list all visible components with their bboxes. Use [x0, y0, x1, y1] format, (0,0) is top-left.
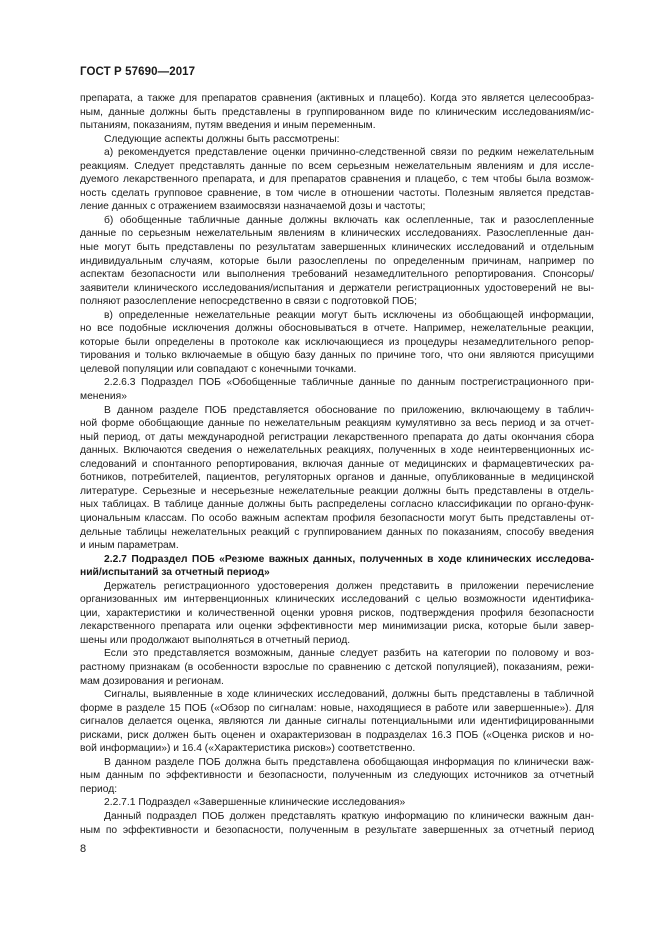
text-line: ным, данные должны быть представлены в группированном виде по клиническим исследованиям/ис-	[80, 106, 594, 118]
text-line: Если это представляется возможным, данные следует разбить на категории по половому и воз-	[104, 648, 594, 660]
text-line: тирования и только включаемые в общую базу данных по причине того, что они являются присущими	[80, 350, 594, 362]
text-line: и иным параметрам.	[80, 540, 179, 552]
text-line: Держатель регистрационного удостоверения должен представить в приложении перечисление	[104, 580, 594, 592]
section-heading: ний/испытаний за отчетный период»	[80, 567, 270, 579]
text-line: 2.2.6.3 Подраздел ПОБ «Обобщенные табличные данные по данным пострегистрационного при-	[104, 377, 594, 389]
text-line: ботников, потребителей, пациентов, регуляторных органов и данные, опубликованные в медицинской	[80, 472, 594, 484]
text-line: форме в разделе 15 ПОБ («Обзор по сигналам: новые, находящиеся в работе или завершенные»). Для	[80, 702, 594, 714]
text-line: индивидуальным случаям, которые были разослеплены по определенным причинам, например по	[80, 255, 594, 267]
text-line: ный период, от даты международной регистрации лекарственного препарата до даты окончания сбора	[80, 431, 594, 443]
text-line: шены или продолжают выполняться в отчетный период.	[80, 634, 351, 646]
text-line: рисками, риск должен быть оценен и охарактеризован в подразделах 16.3 ПОБ («Оценка рисков и но-	[80, 729, 594, 741]
text-line: литературе. Серьезные и несерьезные нежелательные реакции должны быть представлены в отдель-	[80, 485, 594, 497]
body-text	[80, 92, 594, 837]
text-line: следований и спонтанного репортирования, включая данные от медицинских и фармацевтических ра-	[80, 458, 594, 470]
text-line: растному признакам (в особенности взрослые по сравнению с детской популяцией), показаниям, режи-	[80, 661, 594, 673]
text-line: ные могут быть представлены по результатам завершенных клинических исследований и отдельным	[80, 242, 594, 254]
text-line: но все подобные исключения должны обосновываться в отчете. Например, нежелательные реакции,	[80, 323, 594, 335]
page-number: 8	[80, 843, 87, 855]
text-line: ных таблицах. В таблице данные должны быть распределены согласно классификации по органо-функ-	[80, 499, 594, 511]
text-line: данных. Включаются сведения о нежелательных реакциях, полученных в ходе неинтервенционных ис-	[80, 445, 594, 457]
text-line: данные по серьезным нежелательным явлениям в клинических исследованиях. Разослепленные дан-	[80, 228, 594, 240]
text-line: Сигналы, выявленные в ходе клинических исследований, должны быть представлены в табличной	[104, 689, 594, 701]
text-line: в) определенные нежелательные реакции могут быть исключены из обобщающей информации,	[104, 309, 594, 321]
text-line: заявители клинического исследования/испытания и держатели регистрационных удостоверений не вы-	[80, 282, 594, 294]
text-line: Данный подраздел ПОБ должен представлять краткую информацию по клинически важным дан-	[104, 810, 594, 822]
text-line: лекарственного препарата или оценки эффективности мер минимизации риска, которые были завер-	[80, 621, 594, 633]
text-line: ной форме обобщающие данные по нежелательным реакциям кумулятивно за весь период и за отчет-	[80, 418, 594, 430]
text-line: б) обобщенные табличные данные должны включать как ослепленные, так и разослепленные	[104, 214, 594, 226]
text-line: которые были определены в протоколе как исключающиеся из процедуры незамедлительного репор-	[80, 336, 594, 348]
text-line: целевой популяции или совпадают с конечными точками.	[80, 363, 357, 375]
document-header: ГОСТ Р 57690—2017	[80, 66, 196, 78]
text-line: В данном разделе ПОБ должна быть представлена обобщающая информация по клинически важ-	[104, 756, 594, 768]
text-line: ление данных с отражением взаимосвязи назначаемой дозы и частоты;	[80, 201, 426, 213]
text-line: ным по эффективности и безопасности, полученным в результате завершенных за отчетный период	[80, 824, 594, 836]
text-line: полняют разослепление непосредственно в связи с подготовкой ПОБ;	[80, 296, 417, 308]
text-line: организованных им интервенционных клинических исследований с целью возможности идентифика-	[80, 594, 594, 606]
text-line: Следующие аспекты должны быть рассмотрены:	[104, 133, 340, 145]
text-line: В данном разделе ПОБ представляется обоснование по приложению, включающему в таблич-	[104, 404, 594, 416]
text-line: препарата, а также для препаратов сравнения (активных и плацебо). Когда это является целесообраз-	[80, 93, 594, 104]
text-line: 2.2.7.1 Подраздел «Завершенные клинические исследования»	[104, 797, 406, 809]
text-line: аспектам безопасности или выполнения требований незамедлительного репортирования. Спонсоры/	[80, 269, 594, 281]
text-line: период:	[80, 783, 118, 795]
text-line: ность сделать групповое сравнение, в том числе в отношении частоты. Полезным является представ-	[80, 187, 594, 199]
text-line: дельные таблицы нежелательных реакций с группированием данных по показаниям, способу введения	[80, 526, 594, 538]
text-line: дуемого лекарственного препарата, и для препаратов сравнения и плацебо, с тем чтобы была возмож-	[80, 174, 594, 186]
text-line: циональным классам. По особо важным аспектам профиля безопасности могут быть представлены от-	[80, 512, 594, 524]
section-heading: 2.2.7 Подраздел ПОБ «Резюме важных данных, полученных в ходе клинических исследова-	[104, 553, 594, 565]
text-line: пытаниям, показаниям, путям введения и иным переменным.	[80, 120, 376, 132]
text-line: реакциям. Следует представлять данные по всем серьезным нежелательным явлениям и для иссле-	[80, 160, 594, 172]
text-line: ции, характеристики и количественной оценки уровня рисков, подтверждения профиля безопасности	[80, 607, 594, 619]
text-line: сигналов делается оценка, являются ли данные сигналы потенциальными или идентифицированными	[80, 716, 594, 728]
text-line: ным данным по эффективности и безопасности, полученным из следующих источников за отчетный	[80, 770, 594, 782]
text-line: а) рекомендуется представление оценки причинно-следственной связи по редким нежелательным	[104, 147, 594, 159]
text-line: мам дозирования и регионам.	[80, 675, 224, 687]
text-line: менения»	[80, 391, 127, 403]
text-line: вой информации») и 16.4 («Характеристика рисков») соответственно.	[80, 743, 416, 755]
